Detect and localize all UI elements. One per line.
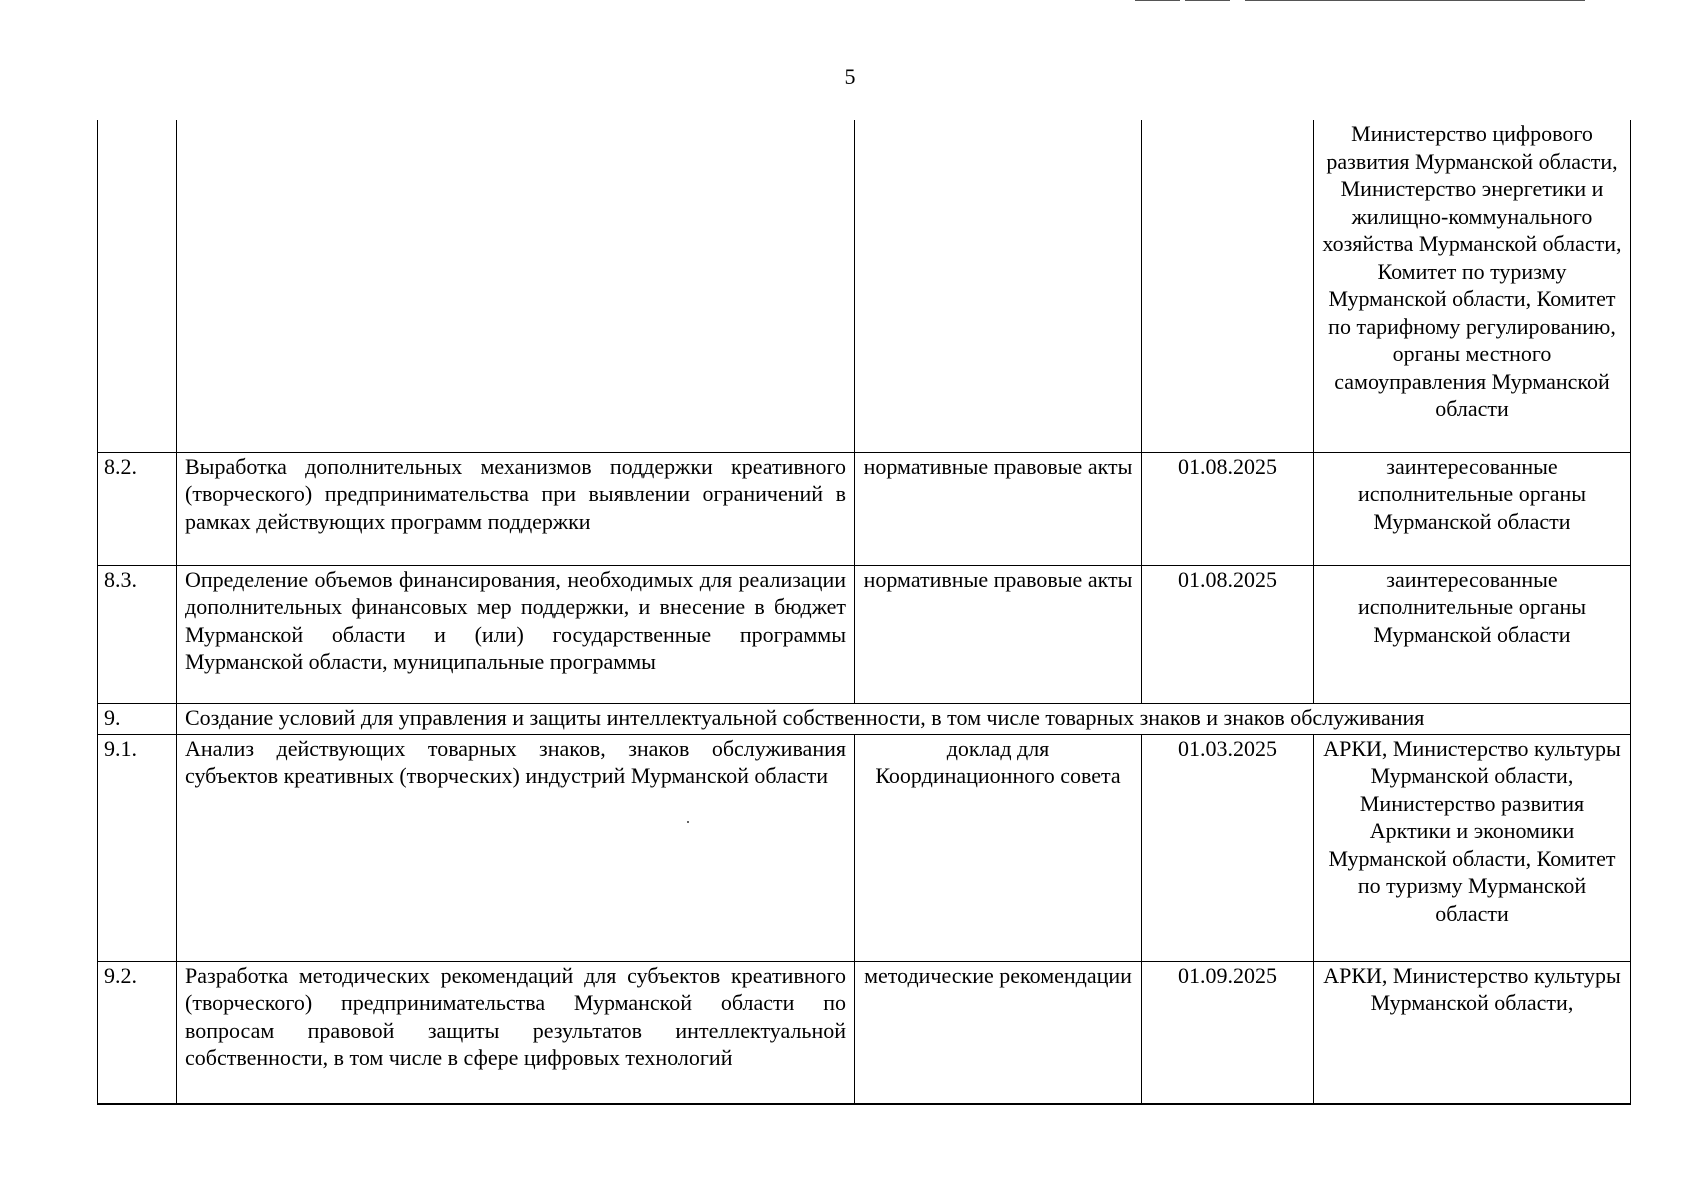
- num-cell: 8.3.: [98, 565, 177, 703]
- num-cell: 9.: [98, 703, 177, 734]
- num-cell: [98, 120, 177, 452]
- date-cell: 01.08.2025: [1142, 565, 1314, 703]
- responsible-cell: Министерство цифрового развития Мурманской области, Министерство энергетики и жилищно-коммунального хозяйства Мурманской области, Комитет по туризму Мурманской области, Комитет по тарифному регулированию, органы местного самоуправления Мурманской области: [1314, 120, 1631, 452]
- desc-cell: Анализ действующих товарных знаков, знаков обслуживания субъектов креативных (творческих) индустрий Мурманской области: [177, 734, 855, 961]
- top-rule: [1245, 0, 1585, 1]
- num-cell: 9.2.: [98, 961, 177, 1104]
- table-row: [98, 120, 1631, 452]
- plan-table: [97, 120, 1631, 1105]
- desc-cell: Определение объемов финансирования, необходимых для реализации дополнительных финансовых мер поддержки, и внесение в бюджет Мурманской области и (или) государственные программы Мурманской области, муниципальные программы: [177, 565, 855, 703]
- table-row: [98, 565, 1631, 703]
- desc-cell: Разработка методических рекомендаций для субъектов креативного (творческого) предпринимательства Мурманской области по вопросам правовой защиты результатов интеллектуальной собственности, в том числе в сфере цифровых технологий: [177, 961, 855, 1104]
- page-number: 5: [844, 64, 856, 89]
- responsible-cell: АРКИ, Министерство культуры Мурманской области,: [1314, 961, 1631, 1104]
- responsible-cell: заинтересованные исполнительные органы Мурманской области: [1314, 452, 1631, 565]
- date-cell: 01.03.2025: [1142, 734, 1314, 961]
- num-cell: 9.1.: [98, 734, 177, 961]
- desc-cell: [177, 120, 855, 452]
- top-rule: [1135, 0, 1180, 1]
- result-cell: доклад для Координационного совета: [855, 734, 1142, 961]
- result-cell: нормативные правовые акты: [855, 452, 1142, 565]
- responsible-cell: заинтересованные исполнительные органы Мурманской области: [1314, 565, 1631, 703]
- table-row: [98, 961, 1631, 1104]
- section-title: Создание условий для управления и защиты интеллектуальной собственности, в том числе товарных знаков и знаков обслуживания: [177, 703, 1631, 734]
- date-cell: 01.09.2025: [1142, 961, 1314, 1104]
- result-cell: нормативные правовые акты: [855, 565, 1142, 703]
- num-cell: 8.2.: [98, 452, 177, 565]
- responsible-cell: АРКИ, Министерство культуры Мурманской области, Министерство развития Арктики и экономики Мурманской области, Комитет по туризму Мурманской области: [1314, 734, 1631, 961]
- scan-speck: [687, 821, 689, 823]
- table-row: [98, 734, 1631, 961]
- result-cell: [855, 120, 1142, 452]
- desc-cell: Выработка дополнительных механизмов поддержки креативного (творческого) предпринимательства при выявлении ограничений в рамках действующих программ поддержки: [177, 452, 855, 565]
- date-cell: 01.08.2025: [1142, 452, 1314, 565]
- result-cell: методические рекомендации: [855, 961, 1142, 1104]
- top-rule: [1185, 0, 1230, 1]
- date-cell: [1142, 120, 1314, 452]
- section-row: [98, 703, 1631, 734]
- table-row: [98, 452, 1631, 565]
